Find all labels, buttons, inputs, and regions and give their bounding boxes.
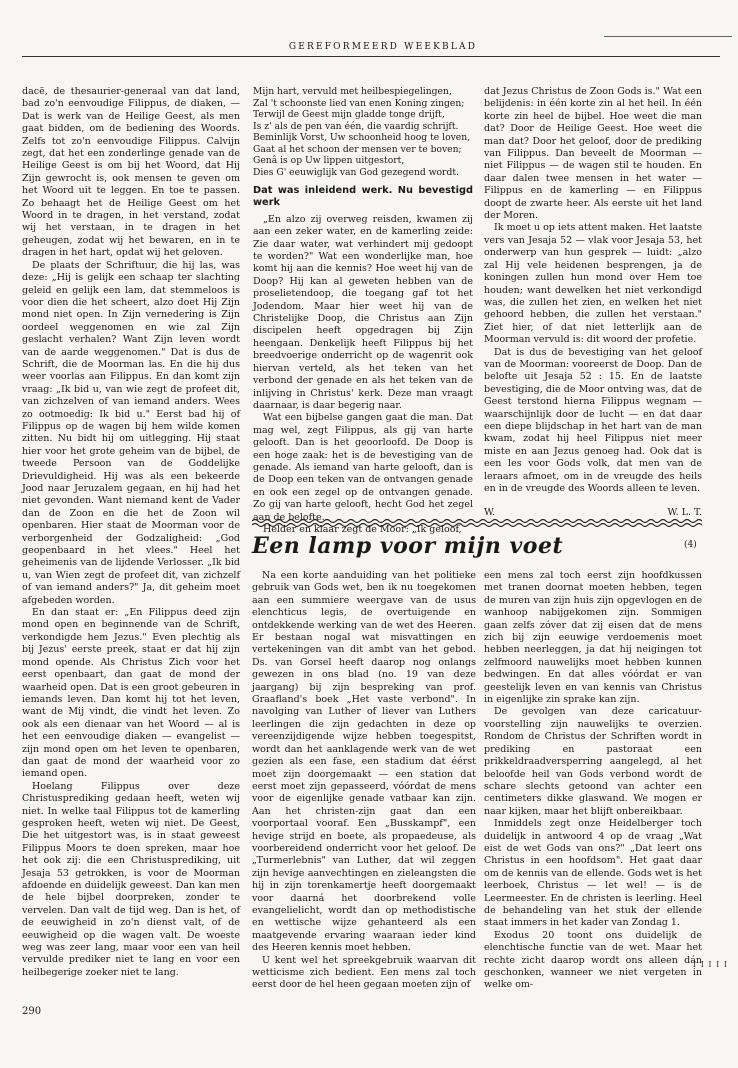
running-header: GEREFORMEERD WEEKBLAD (288, 42, 478, 52)
paragraph: Na een korte aanduiding van het politieke gebruik van Gods wet, ben ik nu toegekomen aan een summiere weergave van de usus elenchticus legis, de overtuigende en ontdekkende werking van de wet des Heeren. Er bestaan nogal wat misvattingen en vertekeningen van dit ambt van het gebod. Ds. van Gorsel heeft daarop nog onlangs gewezen in ons blad (no. 19 van deze jaargang) bij zijn bespreking van prof. Graafland's boek „Het vaste verbond". In navolging van Luther of liever van Luthers leerlingen die zijn gedachten in deze op vereenzijdigende wijze hebben toegespitst, wordt dan het aanklagende werk van de wet gezien als een fase, een stadium dat éérst moet zijn doorgemaakt — een station dat eerst moet zijn gepasseerd, vóórdat de mens voor de eigenlijke genade vatbaar kan zijn. Aan het christen-zijn gaat dan een voorportaal vooraf. Een „Busskampf", een hevige strijd en boete, als propaedeuse, als voorbereidend onderricht voor het geloof. De „Turmerlebnis" van Luther, dat wil zeggen zijn hevige aanvechtingen en zieleangsten die hij in zijn torenkamertje heeft doorgemaakt voor daarná het doorbrekend volle evangelielicht, wordt dan op methodistische en wettische wijze gehanteerd als een maatgevende ervaring waaraan ieder kind des Heeren kennis moet hebben. (252, 570, 476, 954)
paragraph: Wat een bijbelse gangen gaat die man. Dat mag wel, zegt Filippus, als gij van harte gelooft. Dan is het geoorloofd. De Doop is een hoge zaak: het is de bevestiging van de genade. Als iemand van harte gelooft, dan is de Doop een teken van de ontvangen genade en ook een zegel op de ontvangen genade. Zo gij van harte gelooft, hecht God het zegel aan de belofte. (253, 412, 473, 523)
paragraph: Helder en klaar zegt de Moor: „Ik geloof, (263, 523, 462, 535)
page-number: 290 (22, 1006, 42, 1017)
paragraph: Dat is dus de bevestiging van het geloof van de Moorman: vooreerst de Doop. Dan de belofte uit Jesaja 52 : 15. En de laatste bevestiging, die de Moor ontving was, dat de Geest terstond hierna Filippus wegnam — waarschijnlijk door de lucht — en dat daar een diepe blijdschap in het hart van de man kwam, zodat hij heel Filippus niet meer miste en aan Jezus genoeg had. Ook dat is een les voor Gods volk, dat men van de leraars afmoet, om in de vreugde des heils en in de vreugde des Woords alleen te leven. (484, 346, 702, 494)
edge-marks: I I I I I (693, 960, 728, 969)
column-1 (22, 86, 240, 979)
paragraph: En dan staat er: „En Filippus deed zijn mond open en beginnende van de Schrift, verkondigde hem Jezus." Even plechtig als bij Jezus' eerste preek, staat er dat hij zijn mond opende. Als Christus Zich voor het eerst openbaart, dan gaat de mond der waarheid open. Dat is een groot gebeuren in iemands leven. Dan komt hij tot het leven, want de Mij vindt, die vindt het leven. Zo ook als een dienaar van het Woord — al is het een eenvoudige diaken — evangelist — zijn mond open om het leven te openbaren, dan gaat de mond der waarheid voor zo iemand open. (22, 607, 240, 780)
article-title: Een lamp voor mijn voet (252, 533, 564, 559)
part-number: (4) (684, 540, 697, 550)
paragraph: De gevolgen van deze caricatuur-voorstelling zijn nauwelijks te overzien. Rondom de Christus der Schriften wordt in prediking en pastoraat een prikkeldraadversperring aangelegd, al het beloofde heil van Gods verbond wordt de schare slechts getoond van achter een centimeters dikke glaswand. We mogen er naar kijken, maar het blijft onbereikbaar. (484, 706, 702, 817)
psalm-quote: Mijn hart, vervuld met heilbespiegelingen, Zal 't schoonste lied van enen Koning zingen; Terwijl de Geest mijn gladde tonge drijft, Is z' als de pen van één, die vaardig schrijft. Beminlijk Vorst, Uw schoonheid hoog te loven, Gaat al het schoon der mensen ver te boven; Genâ is op Uw lippen uitgestort, Dies G' eeuwiglijk van God gezegend wordt. (253, 86, 471, 178)
paragraph: dat Jezus Christus de Zoon Gods is." Wat een belijdenis: in één korte zin al het heil. In één korte zin heel de bijbel. Hoe weet die man dat? Door de Heilige Geest. Hoe weet die man dat? Door het geloof, door de prediking van Filippus. Dan beveelt de Moorman — niet Filippus — de wagen stil te houden. En daar dalen twee mensen in het water — Filippus en de kamerling — en Filippus doopt de zwarte heer. Als eerste uit het land der Moren. (484, 86, 702, 222)
wavy-divider (252, 518, 702, 528)
paragraph: dacë, de thesaurier-generaal van dat land, bad zo'n eenvoudige Filippus, de diaken, — Dat is werk van de Heilige Geest, als men gaat bidden, om de bediening des Woords. Zelfs tot zo'n eenvoudige Filippus. Calvijn zegt, dat het een zonderlinge genade van de Heilige Geest is om bij het Woord, dat Hij Zijn gewrocht is, ook mensen te geven om het Woord uit te leggen. En toe te passen. Zo behaagt het de Heilige Geest om het Woord in te dragen, in het verstand, zodat wij het verstaan, in te dragen in het geheugen, zodat wij het bewaren, en in te dragen in het hart, opdat wij het geloven. (22, 86, 240, 259)
paragraph: een mens zal toch eerst zijn hoofdkussen met tranen doornat moeten hebben, tegen de muren van zijn huis zijn opgevlogen en de wanhoop nabijgekomen zijn. Sommigen gaan zelfs zóver dat zij eisen dat de mens zich bij zijn eeuwige verdoemenis moet hebben neerleggen, ja dat hij neigingen tot zelfmoord nauwelijks moet hebben kunnen bedwingen. En dat alles vóórdat er van geestelijk leven en van kennis van Christus in eigenlijke zin sprake kan zijn. (484, 570, 702, 706)
paragraph: Ik moet u op iets attent maken. Het laatste vers van Jesaja 52 — vlak voor Jesaja 53, het onderwerp van hun gesprek — luidt: „alzo zal Hij vele heidenen besprengen, ja de koningen zullen hun mond over Hem toe houden; want dewelken het niet verkondigd was, die zullen het zien, en welken het niet gehoord hebben, die zullen het verstaan." Ziet hier, of dat niet letterlijk aan de Moorman vervuld is: dit woord der profetie. (484, 222, 702, 346)
paragraph: Hoelang Filippus over deze Christusprediking gedaan heeft, weten wij niet. In welke taal Filippus tot de kamerling gesproken heeft, weten wij niet. De Geest, Die het uitgestort was, is in staat geweest Filippus Moors te doen spreken, maar hoe het ook zij: die een Christusprediking, uit Jesaja 53 getrokken, is voor de Moorman afdoende en duidelijk geweest. Dan kan men de hele bijbel doorpreken, zonder te vervelen. Dan valt de tijd weg. Dan is het, of de eeuwigheid in zo'n dienst valt, of de eeuwigheid op die wagen valt. De woeste weg was zeer lang, maar voor een van heil vervulde prediker niet te lang en voor een heilbegerige zoeker niet te lang. (22, 780, 240, 978)
header-rule (22, 56, 720, 57)
paragraph: De plaats der Schriftuur, die hij las, was deze: „Hij is gelijk een schaap ter slachting geleid en gelijk een lam, dat stemmeloos is voor dien die het scheert, alzo doet Hij Zijn mond niet open. In Zijn vernedering is Zijn oordeel weggenomen en wie zal Zijn geslacht verhalen? Want Zijn leven wordt van de aarde weggenomen." Dat is dus de Schrift, die de Moorman las. En die hij dus weer voorlas aan Filippus. En dan komt zijn vraag: „Ik bid u, van wie zegt de profeet dit, van zichzelven of van iemand anders. Wees zo ootmoedig: Ik bid u." Eerst bad hij of Filippus op de wagen bij hem wilde komen zitten. Nu bidt hij om uitlegging. Hij staat hier voor het grote geheim van de bijbel, de tweede Persoon van de Goddelijke Drievuldigheid. Hij was als een bekeerde Jood naar Jeruzalem gegaan, en hij had het niet gevonden. Want niemand kent de Vader dan de Zoon en die het de Zoon wil openbaren. Hier staat de Moorman voor de verborgenheid der Godzaligheid: „God geopenbaard in het vlees." Heel het geheimenis van de lijdende Verlosser. „Ik bid u, van Wien zegt de profeet dit, van zichzelf of van iemand anders?" Ja, dit geheim moet afgebeden worden. (22, 259, 240, 606)
paragraph: U kent wel het spreekgebruik waarvan dit wetticisme zich bedient. Een mens zal toch eerst door de hel heen gegaan moeten zijn of (252, 954, 476, 991)
column-2 (253, 86, 473, 536)
subheading: Dat was inleidend werk. Nu bevestigd werk (253, 185, 473, 209)
top-edge-rule (604, 36, 732, 37)
signature-right: W. L. T. (667, 507, 702, 519)
article-column-1 (252, 570, 476, 992)
signature-left: W. (484, 507, 496, 519)
column-3 (484, 86, 702, 520)
article-column-2 (484, 570, 702, 992)
paragraph: „En alzo zij overweg reisden, kwamen zij aan een zeker water, en de kamerling zeide: Zie daar water, wat verhindert mij gedoopt te worden?" Wat een wonderlijke man, hoe komt hij aan die kennis? Hoe weet hij van de Doop? Hij kan al geweten hebben van de proselietendoop, die toegang gaf tot het Jodendom. Maar hier weet hij van de Christelijke Doop, die Christus aan Zijn discipelen heeft opgedragen bij Zijn heengaan. Denkelijk heeft Filippus bij het breedvoerige onderricht op de wagenrit ook hiervan verteld, als het teken van het verbond der genade en als het teken van de inlijving in Christus' kerk. Deze man vraagt daarnaar, is daar begerig naar. (253, 213, 473, 411)
paragraph: Inmiddels zegt onze Heidelberger toch duidelijk in antwoord 4 op de vraag „Wat eist de wet Gods van ons?" „Dat leert ons Christus in een hoofdsom". Het gaat daar om de kennis van de ellende. Gods wet is het leerboek, Christus — let wel! — is de Leermeester. En de christen is leerling. Heel de behandeling van het stuk der ellende staat immers in het kader van Zondag 1. (484, 818, 702, 929)
paragraph: Exodus 20 toont ons duidelijk de elenchtische functie van de wet. Maar het rechte zicht daarop wordt ons alleen dán geschonken, wanneer we niet vergeten in welke om- (484, 929, 702, 991)
